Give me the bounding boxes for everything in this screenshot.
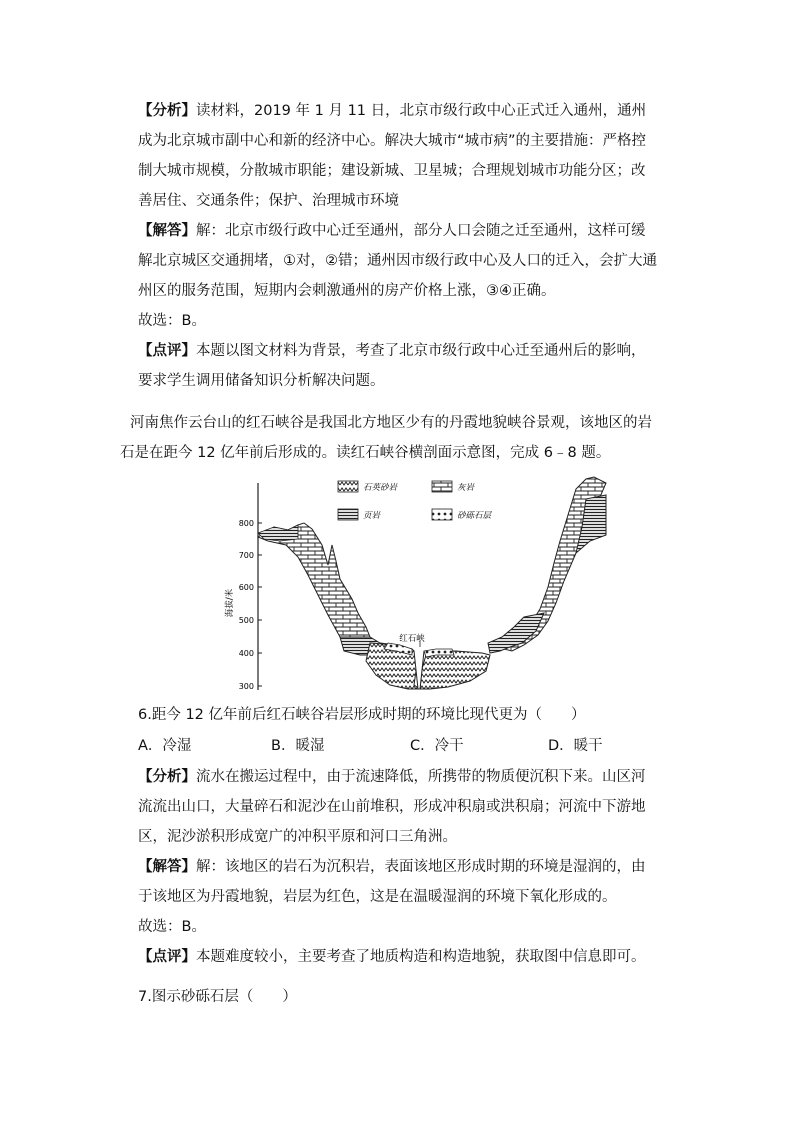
y-tick-label: 500 [238,616,254,625]
option-d: D．暖干 [548,738,603,754]
answer-text: 解：该地区的岩石为沉积岩，表面该地区形成时期的环境是湿润的，由于该地区为丹霞地貌，岩层为红色，这是在温暖湿润的环境下氧化形成的。 [138,859,646,905]
analysis-text: 读材料，2019 年 1 月 11 日，北京市级行政中心正式迁入通州，通州成为北京城市副中心和新的经济中心。解决大城市“城市病”的主要措施：严格控制大城市规模，分散城市职能；建设新城、卫星城；合理规划城市功能分区；改善居住、交通条件；保护、治理城市环境 [138,103,647,209]
option-a: A．冷湿 [138,738,192,754]
comment-paragraph [138,942,658,972]
analysis-block-q6 [138,762,658,972]
legend [338,481,493,521]
y-tick-label: 700 [238,551,254,560]
comment-tag: 【点评】 [138,949,196,965]
answer-text: 解：北京市级行政中心迁至通州，部分人口会随之迁至通州，这样可缓解北京城区交通拥堵，①对，②错；通州因市级行政中心及人口的迁入，会扩大通州区的服务范围，短期内会刺激通州的房产价格上涨，③④正确。 [138,223,657,299]
analysis-paragraph [138,96,658,216]
intro-text: 河南焦作云台山的红石峡谷是我国北方地区少有的丹霞地貌峡谷景观，该地区的岩 石是在距今 12 亿年前后形成的。读红石峡谷横剖面示意图，完成 6﹣8 题。 [120,415,652,461]
legend-label: 灰岩 [457,483,475,493]
comment-text: 本题难度较小，主要考查了地质构造和构造地貌，获取图中信息即可。 [196,949,646,965]
comment-paragraph [138,336,658,396]
option-c: C．冷干 [410,738,464,754]
y-tick-label: 800 [238,519,254,528]
answer-paragraph [138,216,658,306]
choice-line: 故选：B。 [138,919,206,935]
question-7-stem [138,982,658,1012]
intro-paragraph [120,408,660,468]
y-tick-label: 600 [238,583,254,592]
cross-section-diagram [220,475,610,695]
comment-tag: 【点评】 [138,343,196,359]
option-b: B．暖湿 [271,738,325,754]
answer-tag: 【解答】 [138,223,196,239]
analysis-tag: 【分析】 [138,769,196,785]
legend-label: 石英砂岩 [363,483,398,493]
answer-paragraph [138,852,658,912]
question-stem: 6.距今 12 亿年前后红石峡谷岩层形成时期的环境比现代更为（ ） [138,707,586,723]
y-tick-label: 300 [238,682,254,691]
answer-tag: 【解答】 [138,859,196,875]
gorge-cross-section-figure [220,475,610,695]
gorge-label: 红石峡 [399,634,425,644]
legend-label: 页岩 [363,511,381,521]
comment-text: 本题以图文材料为背景，考查了北京市级行政中心迁至通州后的影响，要求学生调用储备知识分析解决问题。 [138,343,646,389]
analysis-tag: 【分析】 [138,103,196,119]
legend-label: 砂砾石层 [457,511,492,521]
analysis-text: 流水在搬运过程中，由于流速降低，所携带的物质便沉积下来。山区河流流出山口，大量碎石和泥沙在山前堆积，形成冲积扇或洪积扇；河流中下游地区，泥沙淤积形成宽广的冲积平原和河口三角洲。 [138,769,646,845]
analysis-block-q5 [138,96,658,396]
analysis-paragraph [138,762,658,852]
y-tick-label: 400 [238,649,254,658]
choice-line: 故选：B。 [138,313,206,329]
question-6-options [138,734,658,758]
question-6-stem [138,700,658,730]
y-axis-label: 海拔/米 [225,588,235,618]
question-stem: 7.图示砂砾石层（ ） [138,989,297,1005]
